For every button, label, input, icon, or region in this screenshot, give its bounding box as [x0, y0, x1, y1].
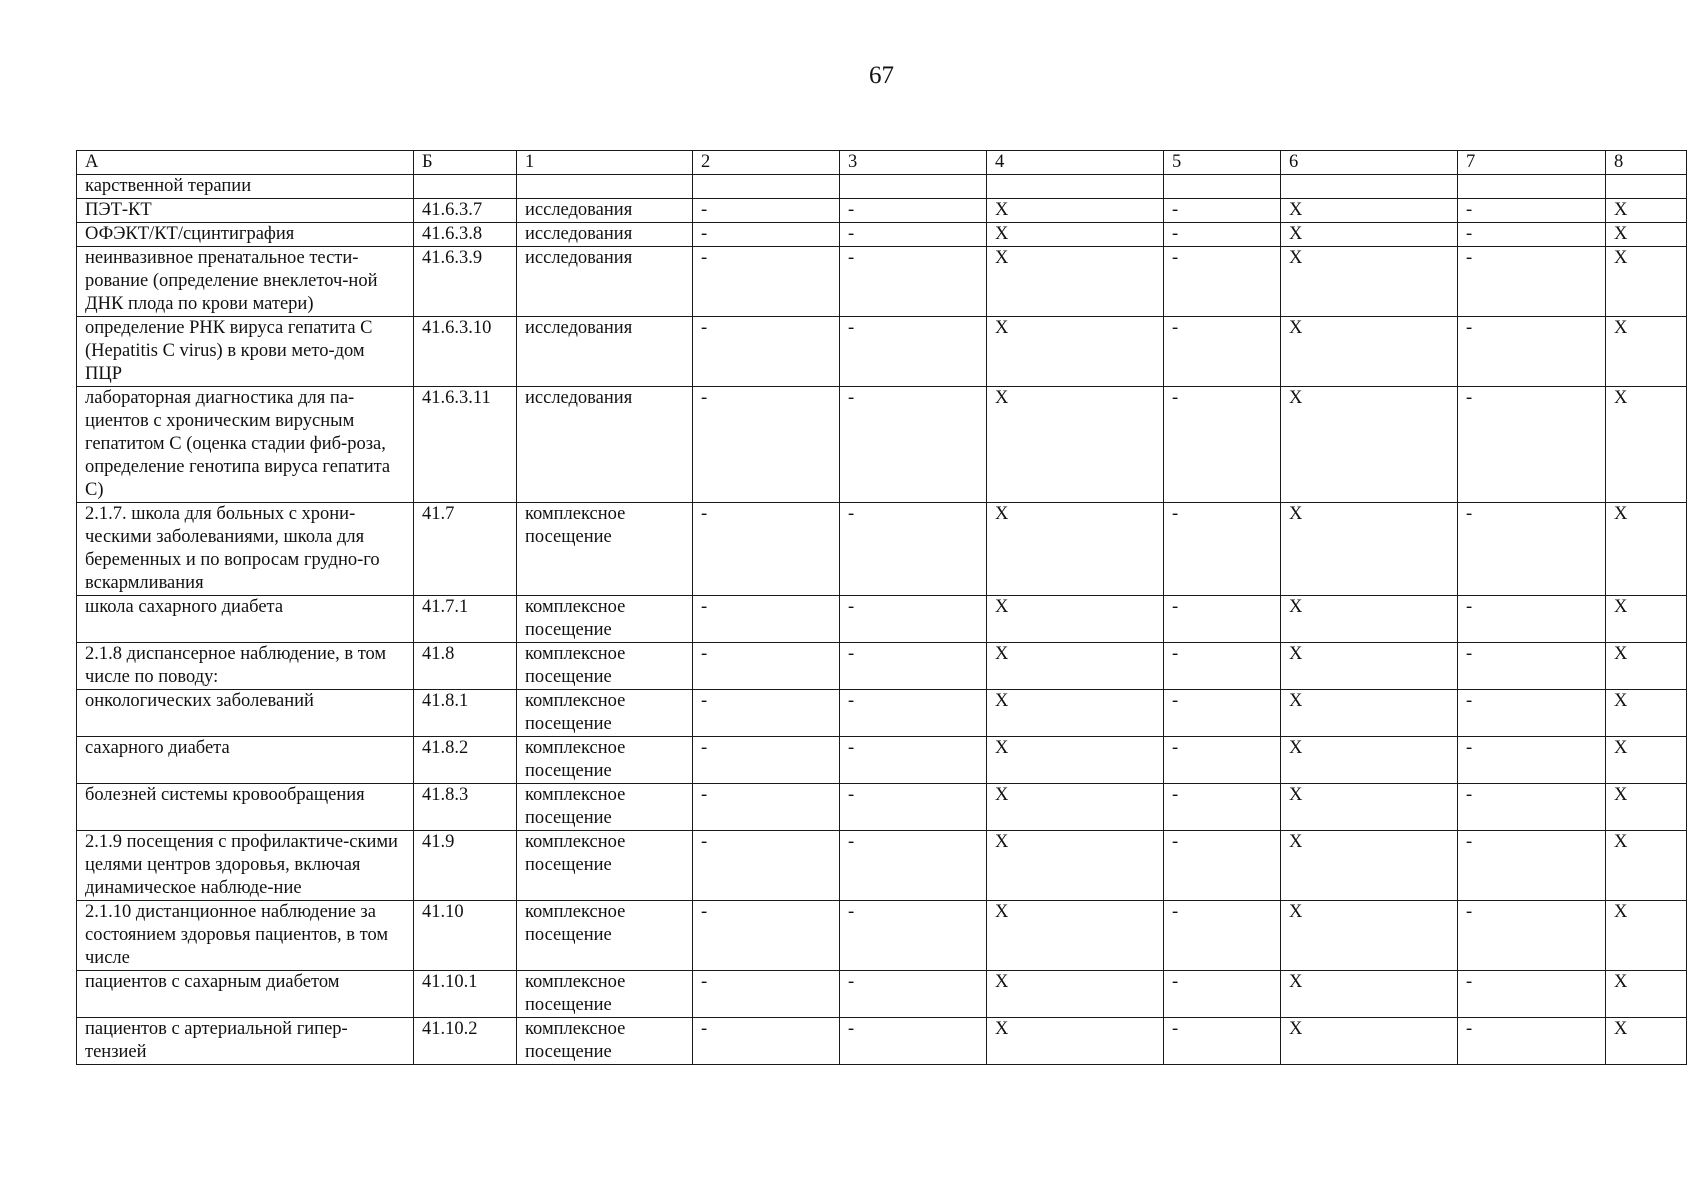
row-name: определение РНК вируса гепатита С (Hepatitis C virus) в крови мето-дом ПЦР	[77, 317, 414, 387]
row-col-5: -	[1164, 971, 1281, 1018]
row-code: 41.8	[414, 643, 517, 690]
header-cell-4: 4	[987, 151, 1164, 175]
row-col-2: -	[693, 1018, 840, 1065]
row-col-3: -	[840, 643, 987, 690]
table-row	[77, 223, 1687, 247]
row-col-7: -	[1458, 387, 1606, 503]
row-col-4: X	[987, 971, 1164, 1018]
row-col-5: -	[1164, 737, 1281, 784]
table-row	[77, 643, 1687, 690]
table-row	[77, 596, 1687, 643]
table-row	[77, 971, 1687, 1018]
table-row	[77, 1018, 1687, 1065]
row-unit: комплексное посещение	[517, 737, 693, 784]
row-col-5: -	[1164, 596, 1281, 643]
row-col-8: X	[1606, 387, 1687, 503]
row-col-2: -	[693, 199, 840, 223]
row-code: 41.8.3	[414, 784, 517, 831]
row-col-7: -	[1458, 784, 1606, 831]
row-code: 41.10.2	[414, 1018, 517, 1065]
row-unit: исследования	[517, 247, 693, 317]
row-col-8: X	[1606, 247, 1687, 317]
row-col-2: -	[693, 737, 840, 784]
table-row	[77, 175, 1687, 199]
row-col-7	[1458, 175, 1606, 199]
row-col-6: X	[1281, 737, 1458, 784]
row-col-6: X	[1281, 317, 1458, 387]
row-name: 2.1.7. школа для больных с хрони-ческими заболеваниями, школа для беременных и по вопросам грудно-го вскармливания	[77, 503, 414, 596]
row-col-5: -	[1164, 1018, 1281, 1065]
row-col-4: X	[987, 503, 1164, 596]
row-col-3: -	[840, 901, 987, 971]
row-col-2: -	[693, 690, 840, 737]
row-col-3: -	[840, 503, 987, 596]
row-col-5: -	[1164, 831, 1281, 901]
row-unit: исследования	[517, 387, 693, 503]
table-row	[77, 690, 1687, 737]
row-col-8: X	[1606, 901, 1687, 971]
row-col-5: -	[1164, 643, 1281, 690]
table-row	[77, 387, 1687, 503]
row-unit: комплексное посещение	[517, 643, 693, 690]
header-cell-a: А	[77, 151, 414, 175]
row-col-6: X	[1281, 223, 1458, 247]
row-name: 2.1.10 дистанционное наблюдение за состоянием здоровья пациентов, в том числе	[77, 901, 414, 971]
header-cell-5: 5	[1164, 151, 1281, 175]
row-name: болезней системы кровообращения	[77, 784, 414, 831]
row-col-7: -	[1458, 831, 1606, 901]
row-col-8: X	[1606, 971, 1687, 1018]
row-unit: комплексное посещение	[517, 690, 693, 737]
row-name: 2.1.8 диспансерное наблюдение, в том числе по поводу:	[77, 643, 414, 690]
row-code: 41.10.1	[414, 971, 517, 1018]
row-unit: исследования	[517, 317, 693, 387]
row-col-5: -	[1164, 901, 1281, 971]
row-col-2: -	[693, 503, 840, 596]
row-name: неинвазивное пренатальное тести-рование (определение внеклеточ-ной ДНК плода по крови матери)	[77, 247, 414, 317]
row-col-8	[1606, 175, 1687, 199]
row-name: школа сахарного диабета	[77, 596, 414, 643]
row-col-6: X	[1281, 199, 1458, 223]
row-col-3: -	[840, 199, 987, 223]
row-col-7: -	[1458, 901, 1606, 971]
row-col-6: X	[1281, 247, 1458, 317]
row-col-7: -	[1458, 1018, 1606, 1065]
row-col-8: X	[1606, 503, 1687, 596]
row-col-3: -	[840, 784, 987, 831]
data-table	[76, 150, 1687, 1065]
row-unit: комплексное посещение	[517, 971, 693, 1018]
row-col-4: X	[987, 317, 1164, 387]
row-unit: комплексное посещение	[517, 901, 693, 971]
row-col-3: -	[840, 387, 987, 503]
row-col-5: -	[1164, 387, 1281, 503]
header-cell-b: Б	[414, 151, 517, 175]
row-col-7: -	[1458, 199, 1606, 223]
row-col-2: -	[693, 317, 840, 387]
row-unit: комплексное посещение	[517, 596, 693, 643]
row-unit	[517, 175, 693, 199]
row-col-8: X	[1606, 317, 1687, 387]
row-col-8: X	[1606, 784, 1687, 831]
row-name: ПЭТ-КТ	[77, 199, 414, 223]
row-name: сахарного диабета	[77, 737, 414, 784]
header-row	[77, 151, 1687, 175]
row-col-2: -	[693, 387, 840, 503]
row-unit: комплексное посещение	[517, 831, 693, 901]
row-col-5: -	[1164, 784, 1281, 831]
row-unit: комплексное посещение	[517, 1018, 693, 1065]
row-col-4: X	[987, 784, 1164, 831]
row-code: 41.7	[414, 503, 517, 596]
row-col-5: -	[1164, 317, 1281, 387]
row-col-7: -	[1458, 247, 1606, 317]
row-code: 41.8.1	[414, 690, 517, 737]
row-col-2	[693, 175, 840, 199]
table-row	[77, 737, 1687, 784]
row-code: 41.6.3.7	[414, 199, 517, 223]
row-col-4	[987, 175, 1164, 199]
page-number: 67	[869, 62, 894, 89]
row-col-5: -	[1164, 223, 1281, 247]
row-col-6: X	[1281, 831, 1458, 901]
row-col-2: -	[693, 643, 840, 690]
row-col-8: X	[1606, 199, 1687, 223]
table-row	[77, 784, 1687, 831]
header-cell-8: 8	[1606, 151, 1687, 175]
row-col-7: -	[1458, 317, 1606, 387]
row-name: 2.1.9 посещения с профилактиче-скими целями центров здоровья, включая динамическое наблюде-ние	[77, 831, 414, 901]
row-col-5: -	[1164, 503, 1281, 596]
row-col-8: X	[1606, 223, 1687, 247]
row-col-5: -	[1164, 247, 1281, 317]
row-col-4: X	[987, 247, 1164, 317]
row-col-3	[840, 175, 987, 199]
row-unit: комплексное посещение	[517, 784, 693, 831]
row-code: 41.6.3.8	[414, 223, 517, 247]
header-cell-7: 7	[1458, 151, 1606, 175]
row-col-4: X	[987, 901, 1164, 971]
row-col-7: -	[1458, 971, 1606, 1018]
row-col-4: X	[987, 223, 1164, 247]
row-col-5: -	[1164, 199, 1281, 223]
row-col-4: X	[987, 1018, 1164, 1065]
header-cell-2: 2	[693, 151, 840, 175]
row-col-7: -	[1458, 737, 1606, 784]
row-col-8: X	[1606, 643, 1687, 690]
row-col-6: X	[1281, 690, 1458, 737]
row-code: 41.10	[414, 901, 517, 971]
row-col-2: -	[693, 247, 840, 317]
row-col-5: -	[1164, 690, 1281, 737]
row-col-8: X	[1606, 737, 1687, 784]
row-col-4: X	[987, 199, 1164, 223]
row-col-2: -	[693, 901, 840, 971]
row-code: 41.8.2	[414, 737, 517, 784]
row-name: лабораторная диагностика для па-циентов с хроническим вирусным гепатитом С (оценка стадии фиб-роза, определение генотипа вируса гепатита С)	[77, 387, 414, 503]
row-col-7: -	[1458, 223, 1606, 247]
row-col-7: -	[1458, 596, 1606, 643]
row-col-7: -	[1458, 643, 1606, 690]
row-col-5	[1164, 175, 1281, 199]
row-col-4: X	[987, 737, 1164, 784]
header-cell-3: 3	[840, 151, 987, 175]
row-col-8: X	[1606, 1018, 1687, 1065]
row-name: онкологических заболеваний	[77, 690, 414, 737]
row-code: 41.6.3.10	[414, 317, 517, 387]
table-row	[77, 317, 1687, 387]
row-col-2: -	[693, 784, 840, 831]
row-col-4: X	[987, 387, 1164, 503]
table-row	[77, 199, 1687, 223]
row-col-3: -	[840, 223, 987, 247]
row-col-3: -	[840, 596, 987, 643]
row-col-6	[1281, 175, 1458, 199]
table-row	[77, 247, 1687, 317]
row-code: 41.9	[414, 831, 517, 901]
row-col-4: X	[987, 831, 1164, 901]
table-row	[77, 901, 1687, 971]
row-col-2: -	[693, 971, 840, 1018]
row-unit: исследования	[517, 223, 693, 247]
row-code	[414, 175, 517, 199]
row-col-4: X	[987, 690, 1164, 737]
row-col-6: X	[1281, 971, 1458, 1018]
row-col-2: -	[693, 223, 840, 247]
row-col-3: -	[840, 690, 987, 737]
row-code: 41.6.3.9	[414, 247, 517, 317]
row-unit: исследования	[517, 199, 693, 223]
row-code: 41.7.1	[414, 596, 517, 643]
row-col-6: X	[1281, 596, 1458, 643]
row-name: пациентов с артериальной гипер-тензией	[77, 1018, 414, 1065]
row-col-8: X	[1606, 831, 1687, 901]
row-unit: комплексное посещение	[517, 503, 693, 596]
row-col-3: -	[840, 247, 987, 317]
header-cell-1: 1	[517, 151, 693, 175]
row-col-7: -	[1458, 690, 1606, 737]
table-row	[77, 831, 1687, 901]
row-col-8: X	[1606, 690, 1687, 737]
row-col-3: -	[840, 971, 987, 1018]
row-col-6: X	[1281, 901, 1458, 971]
row-col-3: -	[840, 1018, 987, 1065]
row-col-2: -	[693, 831, 840, 901]
row-col-4: X	[987, 643, 1164, 690]
row-col-6: X	[1281, 643, 1458, 690]
row-col-3: -	[840, 737, 987, 784]
row-code: 41.6.3.11	[414, 387, 517, 503]
row-col-8: X	[1606, 596, 1687, 643]
header-cell-6: 6	[1281, 151, 1458, 175]
row-col-7: -	[1458, 503, 1606, 596]
row-name: пациентов с сахарным диабетом	[77, 971, 414, 1018]
table-row	[77, 503, 1687, 596]
row-col-6: X	[1281, 387, 1458, 503]
row-name: ОФЭКТ/КТ/сцинтиграфия	[77, 223, 414, 247]
row-col-6: X	[1281, 503, 1458, 596]
row-col-3: -	[840, 831, 987, 901]
row-col-4: X	[987, 596, 1164, 643]
row-name: карственной терапии	[77, 175, 414, 199]
row-col-6: X	[1281, 1018, 1458, 1065]
row-col-2: -	[693, 596, 840, 643]
row-col-3: -	[840, 317, 987, 387]
row-col-6: X	[1281, 784, 1458, 831]
